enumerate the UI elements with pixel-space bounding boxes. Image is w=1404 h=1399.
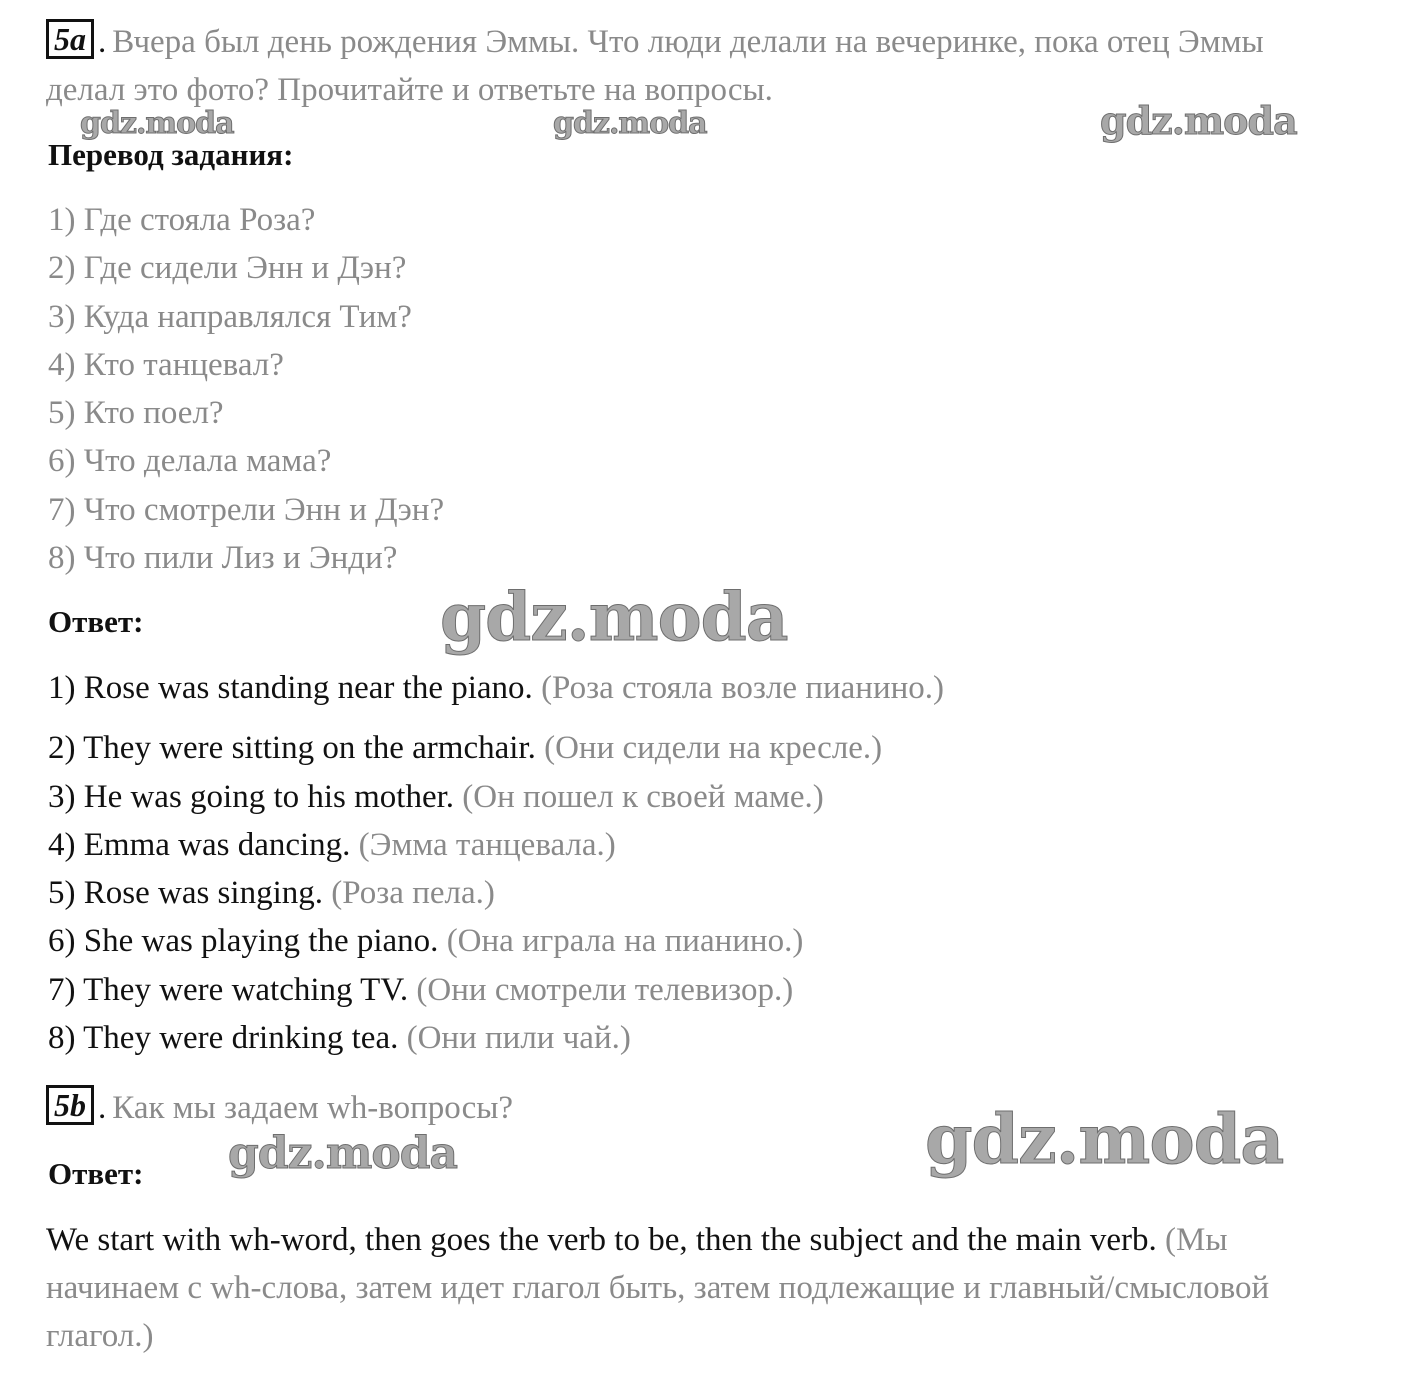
answer-english: 3) He was going to his mother. xyxy=(48,778,455,815)
question-item: 2) Где сидели Энн и Дэн? xyxy=(48,250,407,287)
answer-english: 6) She was playing the piano. xyxy=(48,923,439,960)
task-5a-text: Вчера был день рождения Эммы. Что люди делали на вечеринке, пока отец Эммы делал это фото? Прочитайте и ответьте на вопросы. xyxy=(46,24,1264,108)
answer-russian: (Роза пела.) xyxy=(331,875,495,912)
answer-5b-en: We start with wh-word, then goes the verb to be, then the subject and the main verb. xyxy=(46,1222,1157,1258)
question-item: 7) Что смотрели Энн и Дэн? xyxy=(48,491,445,528)
task-5a-dot: . xyxy=(98,24,107,60)
answer-item xyxy=(48,966,944,1014)
watermark: gdz.moda xyxy=(1100,98,1297,143)
answer-item xyxy=(48,821,944,869)
answer-5b-ru: (Мы начинаем с wh-слова, затем идет глагол быть, затем подлежащие и главный/смысловой глагол.) xyxy=(46,1222,1270,1354)
answer-english: 2) They were sitting on the armchair. xyxy=(48,730,536,767)
answer-label-5b: Ответ: xyxy=(48,1156,144,1191)
answer-russian: (Они сидели на кресле.) xyxy=(544,730,883,767)
task-5a-number: 5a xyxy=(46,19,94,59)
answer-list xyxy=(48,664,944,1062)
answer-russian: (Роза стояла возле пианино.) xyxy=(541,670,945,706)
task-5b-number: 5b xyxy=(46,1085,94,1125)
answer-label-5a: Ответ: xyxy=(48,604,144,639)
question-item: 3) Куда направлялся Тим? xyxy=(48,298,412,335)
watermark: gdz.moda xyxy=(553,106,707,141)
answer-5b xyxy=(46,1216,1356,1360)
answer-russian: (Они пили чай.) xyxy=(406,1020,631,1057)
question-list xyxy=(48,196,444,582)
answer-item xyxy=(48,869,944,917)
question-item: 6) Что делала мама? xyxy=(48,443,332,480)
answer-item xyxy=(48,1014,944,1062)
task-5b-dot: . xyxy=(98,1090,107,1126)
answer-english: 7) They were watching TV. xyxy=(48,971,409,1008)
watermark: gdz.moda xyxy=(80,106,234,141)
answer-english: 4) Emma was dancing. xyxy=(48,826,351,863)
answer-item xyxy=(48,773,944,821)
answer-russian: (Он пошел к своей маме.) xyxy=(462,778,824,815)
question-item: 4) Кто танцевал? xyxy=(48,346,284,383)
answer-item xyxy=(48,664,944,712)
task-5b-text: Как мы задаем wh-вопросы? xyxy=(112,1090,514,1126)
answer-russian: (Эмма танцевала.) xyxy=(358,826,616,863)
answer-russian: (Они смотрели телевизор.) xyxy=(416,971,794,1008)
answer-english: 1) Rose was standing near the piano. xyxy=(48,670,533,706)
answer-item xyxy=(48,724,944,772)
watermark: gdz.moda xyxy=(228,1128,458,1179)
answer-english: 8) They were drinking tea. xyxy=(48,1020,399,1057)
watermark: gdz.moda xyxy=(440,578,788,656)
answer-item xyxy=(48,917,944,965)
question-item: 5) Кто поел? xyxy=(48,395,224,432)
translation-label: Перевод задания: xyxy=(48,137,294,172)
answer-russian: (Она играла на пианино.) xyxy=(446,923,804,960)
question-item: 8) Что пили Лиз и Энди? xyxy=(48,540,398,577)
watermark: gdz.moda xyxy=(925,1100,1284,1180)
question-item: 1) Где стояла Роза? xyxy=(48,202,316,238)
answer-english: 5) Rose was singing. xyxy=(48,875,323,912)
